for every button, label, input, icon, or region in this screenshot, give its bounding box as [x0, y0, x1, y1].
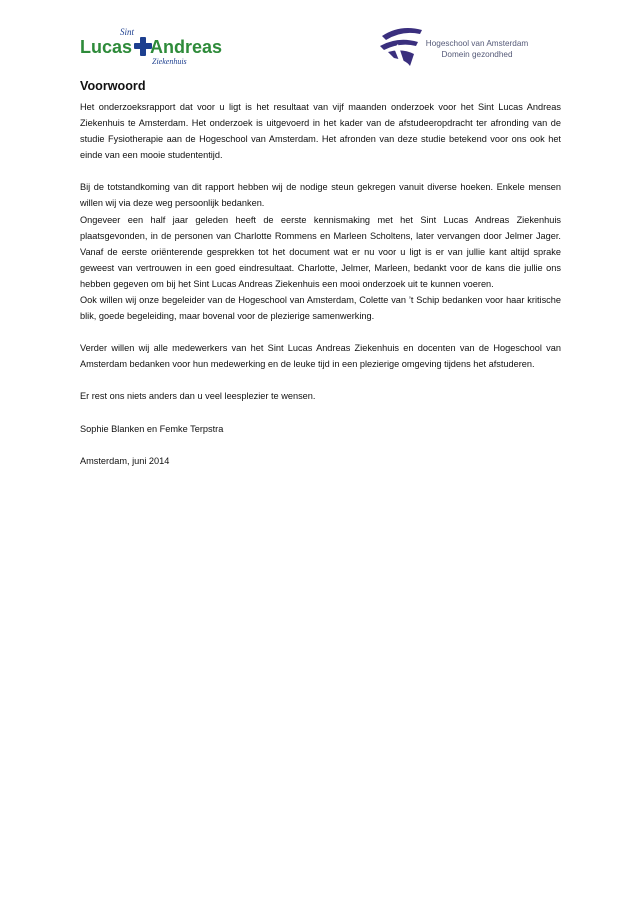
paragraph-closing: Er rest ons niets anders dan u veel leesplezier te wensen.	[80, 391, 316, 402]
institution-line-1: Hogeschool van Amsterdam	[425, 39, 529, 48]
paragraph-spacer	[80, 324, 561, 340]
paragraph-supervisor: Ook willen wij onze begeleider van de Hogeschool van Amsterdam, Colette van ’t Schip bedanken voor haar kritische blik, goede begeleiding, maar bovenal voor de plezierige samenwerking.	[80, 295, 561, 322]
paragraph-spacer	[80, 163, 561, 179]
hva-logo-icon	[376, 22, 426, 72]
institution-name	[422, 38, 532, 60]
page-title: Voorwoord	[80, 79, 146, 93]
sint-lucas-andreas-logo	[78, 24, 223, 68]
paragraph-spacer	[80, 372, 561, 388]
page-header	[0, 0, 638, 80]
logo-andreas-text: Andreas	[150, 37, 223, 57]
paragraph-spacer	[80, 405, 561, 421]
paragraph-hospital: Ongeveer een half jaar geleden heeft de eerste kennismaking met het Sint Lucas Andreas Ziekenhuis plaatsgevonden, in de personen van Charlotte Rommens en Marleen Scholtens, later vervangen door Jelmer Jager. Vanaf de eerste oriënterende gesprekken tot het document wat er nu voor u ligt is er van jullie kant altijd sprake geweest van vertrouwen in een goed eindresultaat. Charlotte, Jelmer, Marleen, bedankt voor de kans die jullie ons hebben gegeven om bij het Sint Lucas Andreas Ziekenhuis een mooi onderzoek uit te kunnen voeren.	[80, 214, 561, 289]
logo-sint-text: Sint	[120, 27, 135, 37]
paragraph-thanks: Bij de totstandkoming van dit rapport hebben wij de nodige steun gekregen vanuit diverse hoeken. Enkele mensen willen wij via deze weg persoonlijk bedanken.	[80, 182, 561, 209]
paragraph-colleagues: Verder willen wij alle medewerkers van het Sint Lucas Andreas Ziekenhuis en docenten van de Hogeschool van Amsterdam bedanken voor hun medewerking en de leuke tijd in een plezierige omgeving tijdens het afstuderen.	[80, 343, 561, 370]
logo-ziekenhuis-text: Ziekenhuis	[152, 57, 187, 66]
document-body	[80, 78, 561, 469]
paragraph-spacer	[80, 437, 561, 453]
authors: Sophie Blanken en Femke Terpstra	[80, 423, 224, 434]
logo-lucas-text: Lucas	[80, 37, 133, 57]
place-date: Amsterdam, juni 2014	[80, 455, 170, 466]
paragraph-intro: Het onderzoeksrapport dat voor u ligt is het resultaat van vijf maanden onderzoek voor het Sint Lucas Andreas Ziekenhuis te Amsterdam. Het onderzoek is uitgevoerd in het kader van de afstudeeropdracht ter afronding van de studie Fysiotherapie aan de Hogeschool van Amsterdam. Het afronden van deze studie betekend voor ons ook het einde van een mooie studententijd.	[80, 102, 561, 161]
institution-line-2: Domein gezondhed	[441, 50, 513, 59]
